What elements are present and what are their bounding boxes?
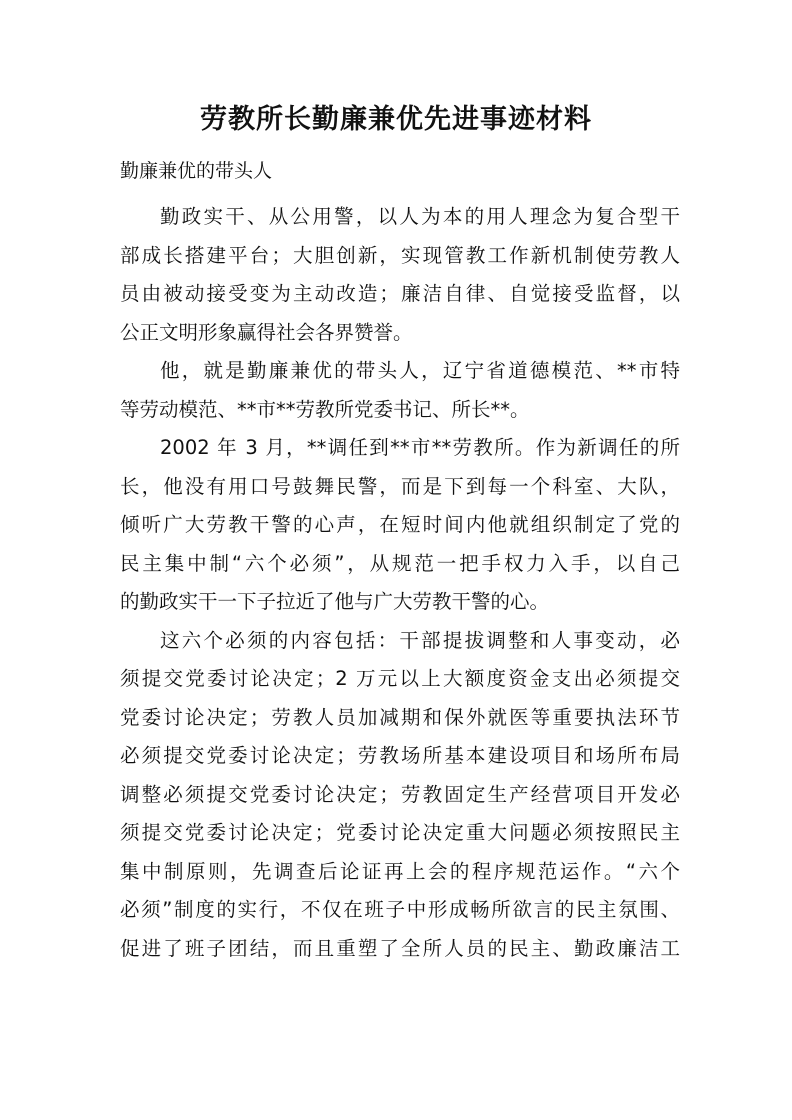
body-line: 这六个必须的内容包括：干部提拔调整和人事变动，必	[160, 628, 680, 652]
document-subtitle: 勤廉兼优的带头人	[120, 160, 273, 182]
body-line: 倾听广大劳教干警的心声，在短时间内他就组织制定了党的	[120, 513, 680, 536]
body-line: 必须”制度的实行，不仅在班子中形成畅所欲言的民主氛围、	[120, 898, 680, 921]
body-line: 必须提交党委讨论决定；劳教场所基本建设项目和场所布局	[120, 744, 680, 767]
body-line: 调整必须提交党委讨论决定；劳教固定生产经营项目开发必	[120, 782, 680, 806]
body-line: 他，就是勤廉兼优的带头人，辽宁省道德模范、**市特	[160, 359, 680, 382]
document-title: 劳教所长勤廉兼优先进事迹材料	[200, 104, 592, 135]
body-line: 勤政实干、从公用警，以人为本的用人理念为复合型干	[160, 205, 680, 228]
body-line: 的勤政实干一下子拉近了他与广大劳教干警的心。	[120, 590, 550, 613]
document-body	[120, 198, 680, 968]
body-line: 集中制原则，先调查后论证再上会的程序规范运作。“六个	[120, 859, 680, 883]
body-line: 2002 年 3 月，**调任到**市**劳教所。作为新调任的所	[160, 436, 680, 459]
body-line: 民主集中制“六个必须”，从规范一把手权力入手，以自己	[120, 551, 680, 575]
body-line: 促进了班子团结，而且重塑了全所人员的民主、勤政廉洁工	[120, 936, 680, 960]
body-line: 须提交党委讨论决定；党委讨论决定重大问题必须按照民主	[120, 821, 680, 844]
body-line: 等劳动模范、**市**劳教所党委书记、所长**。	[120, 397, 530, 421]
body-line: 员由被动接受变为主动改造；廉洁自律、自觉接受监督，以	[120, 282, 680, 305]
body-line: 须提交党委讨论决定；2 万元以上大额度资金支出必须提交	[120, 667, 680, 690]
body-line: 公正文明形象赢得社会各界赞誉。	[120, 320, 413, 344]
body-line: 长，他没有用口号鼓舞民警，而是下到每一个科室、大队，	[120, 474, 680, 498]
body-line: 党委讨论决定；劳教人员加减期和保外就医等重要执法环节	[120, 705, 680, 729]
body-line: 部成长搭建平台；大胆创新，实现管教工作新机制使劳教人	[120, 243, 680, 267]
